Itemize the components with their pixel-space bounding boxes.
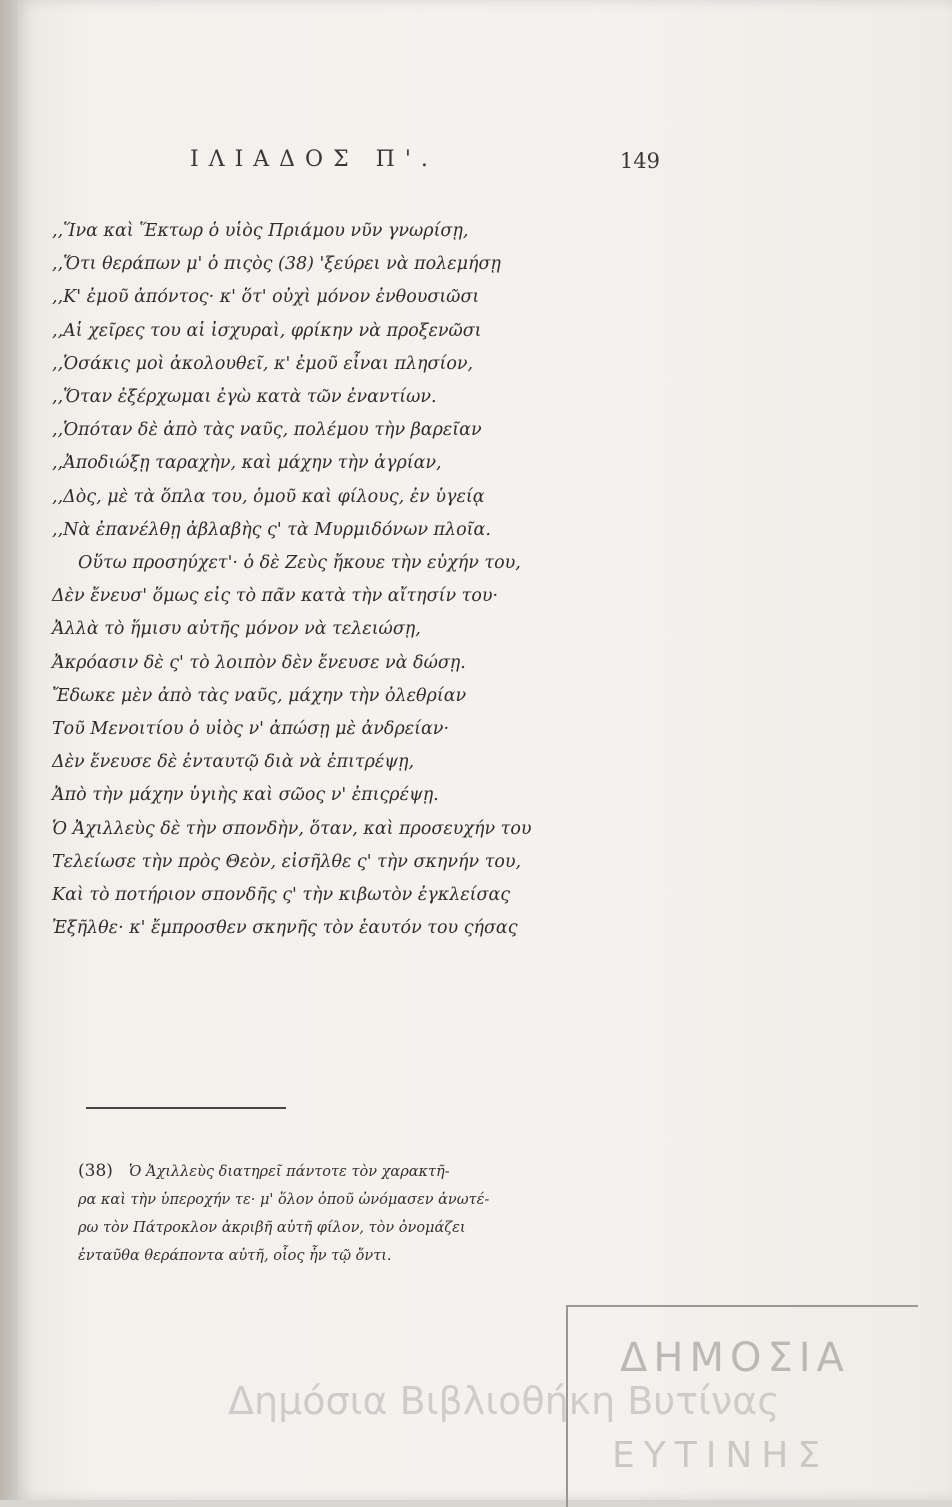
verse-line: Τοῦ Μενοιτίου ὁ υἱὸς ν' ἀπώσῃ μὲ ἀνδρείαν· <box>52 719 450 740</box>
footnote-text: Ὁ Ἀχιλλεὺς διατηρεῖ πάντοτε τὸν χαρακτῆ- <box>128 1164 450 1180</box>
footnote-divider <box>86 1107 286 1109</box>
verse-line: Οὕτω προσηύχετ'· ὁ δὲ Ζεὺς ἤκουε τὴν εὐχήν του, <box>78 553 521 574</box>
footnote-line <box>78 1157 688 1186</box>
verse-line: ,,Ὅτι θεράπων μ' ὁ πιςὸς (38) 'ξεύρει νὰ πολεμήσῃ <box>52 254 501 275</box>
verse-line: ,,Νὰ ἐπανέλθῃ ἀβλαβὴς ς' τὰ Μυρμιδόνων πλοῖα. <box>52 519 491 540</box>
footnote-line: ἐνταῦθα θεράποντα αὐτῆ, οἷος ἦν τῷ ὄντι. <box>78 1248 392 1264</box>
verse-line: Ἐξῆλθε· κ' ἔμπροσθεν σκηνῆς τὸν ἑαυτόν του ςήσας <box>52 918 518 939</box>
running-title: ΙΛΙΑΔΟΣ Π'. <box>190 147 438 172</box>
verse-line: ,,Ὁσάκις μοὶ ἀκολουθεῖ, κ' ἐμοῦ εἶναι πλησίον, <box>52 353 474 374</box>
verse-line: ,,Ὁπόταν δὲ ἀπὸ τὰς ναῦς, πολέμου τὴν βαρεῖαν <box>52 420 482 441</box>
verse-line: Δὲν ἔνευσε δὲ ἐνταυτῷ διὰ νὰ ἐπιτρέψῃ, <box>52 752 415 773</box>
footnote-line: ρω τὸν Πάτροκλον ἀκριβῆ αὐτῆ φίλον, τὸν ὀνομάζει <box>78 1220 466 1236</box>
footnote-line: ρα καὶ τὴν ὑπεροχήν τε· μ' ὅλον ὁποῦ ὠνόμασεν ἀνωτέ- <box>78 1192 490 1208</box>
library-watermark: Δημόσια Βιβλιοθήκη Βυτίνας <box>228 1379 780 1423</box>
verse-line: ,,Δὸς, μὲ τὰ ὅπλα του, ὁμοῦ καὶ φίλους, ἐν ὑγείᾳ <box>52 486 485 507</box>
page-binding-edge <box>0 0 18 1500</box>
page-header <box>190 147 660 183</box>
verse-line: ,,Αἱ χεῖρες του αἱ ἰσχυραὶ, φρίκην νὰ προξενῶσι <box>52 320 482 341</box>
verse-text <box>52 215 692 945</box>
footnote <box>78 1157 688 1270</box>
verse-line: Δὲν ἔνευσ' ὅμως εἰς τὸ πᾶν κατὰ τὴν αἴτησίν του· <box>52 586 499 607</box>
verse-line: Ὁ Ἀχιλλεὺς δὲ τὴν σπονδὴν, ὅταν, καὶ προσευχήν του <box>52 818 532 839</box>
footnote-marker: (38) <box>78 1161 113 1181</box>
verse-line: ,,Ἀποδιώξῃ ταραχὴν, καὶ μάχην τὴν ἀγρίαν, <box>52 453 442 474</box>
verse-line: ,,Ὅταν ἐξέρχωμαι ἐγὼ κατὰ τῶν ἐναντίων. <box>52 387 437 408</box>
verse-line: Ἀπὸ τὴν μάχην ὑγιὴς καὶ σῶος ν' ἐπιςρέψῃ. <box>52 785 439 806</box>
page-number: 149 <box>619 149 660 173</box>
verse-line: Ἔδωκε μὲν ἀπὸ τὰς ναῦς, μάχην τὴν ὀλεθρίαν <box>52 685 467 706</box>
stamp-text-line: ΕΥΤΙΝΗΣ <box>612 1435 830 1476</box>
verse-line: ,,Ἵνα καὶ Ἕκτωρ ὁ υἱὸς Πριάμου νῦν γνωρίσῃ, <box>52 221 469 241</box>
verse-line: Καὶ τὸ ποτήριον σπονδῆς ς' τὴν κιβωτὸν ἐγκλείσας <box>52 885 511 906</box>
verse-line: Ἀλλὰ τὸ ἥμισυ αὐτῆς μόνον νὰ τελειώσῃ, <box>52 619 421 640</box>
stamp-text-line: ΔΗΜΟΣΙΑ <box>620 1335 850 1381</box>
verse-line: Ἀκρόασιν δὲ ς' τὸ λοιπὸν δὲν ἔνευσε νὰ δώσῃ. <box>52 652 466 673</box>
verse-line: ,,Κ' ἐμοῦ ἀπόντος· κ' ὅτ' οὐχὶ μόνον ἐνθουσιῶσι <box>52 287 480 308</box>
verse-line: Τελείωσε τὴν πρὸς Θεὸν, εἰσῆλθε ς' τὴν σκηνήν του, <box>52 851 522 872</box>
